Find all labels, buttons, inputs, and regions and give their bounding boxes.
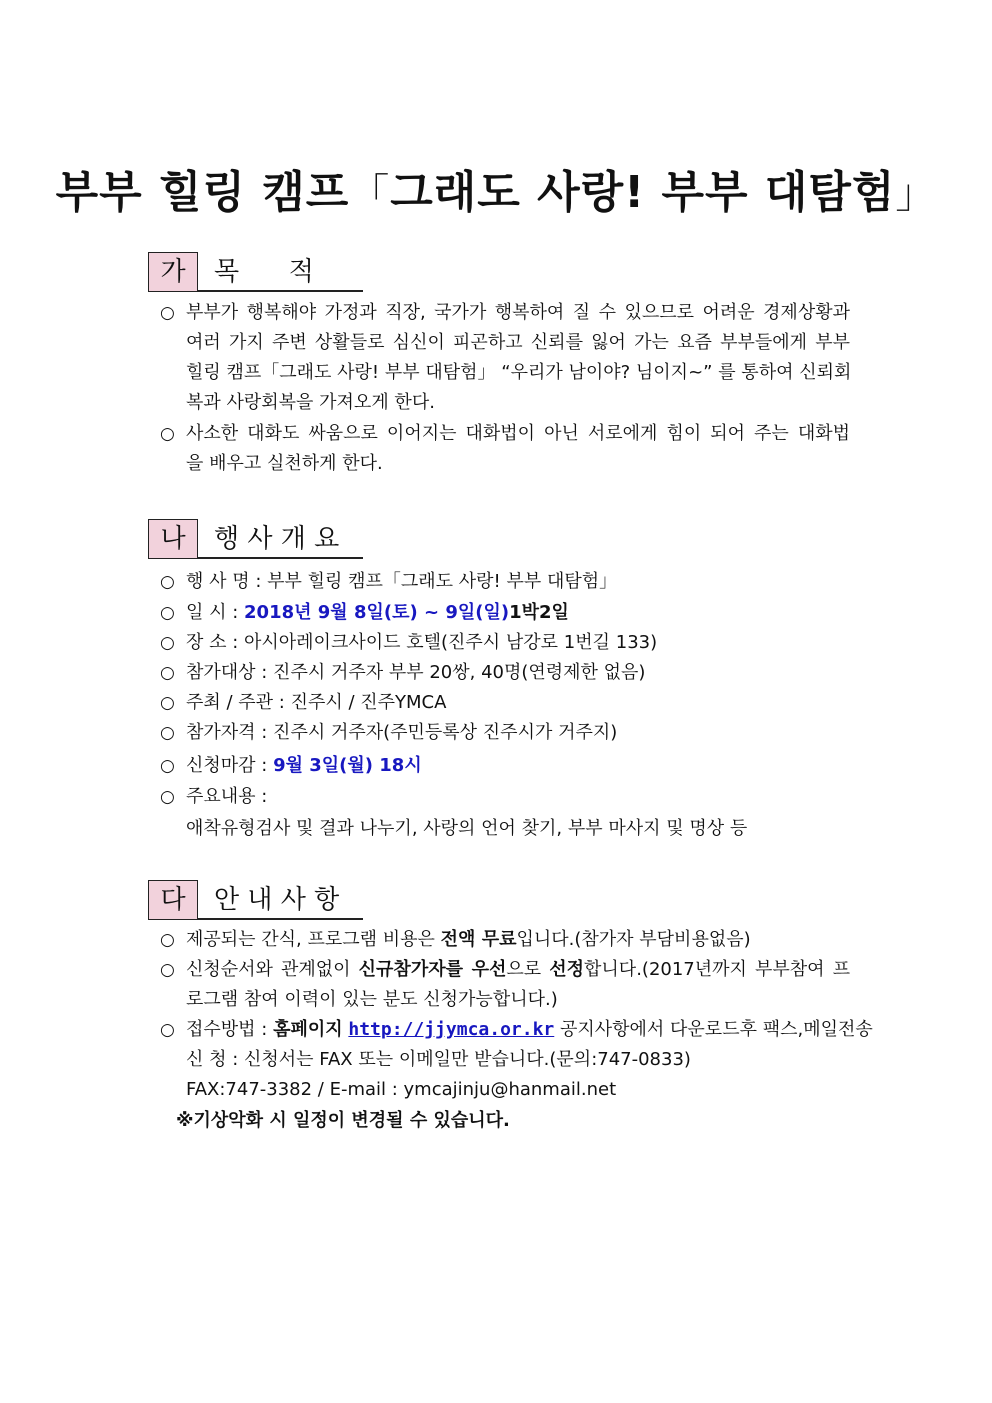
purpose-item-2-line-1: 사소한 대화도 싸움으로 이어지는 대화법이 아닌 서로에게 힘이 되어 주는 대화법 xyxy=(186,423,850,444)
notice-item-3-line-3: FAX:747-3382 / E-mail : ymcajinju@hanmail.net xyxy=(186,1079,617,1100)
notice-item-2-text-b: 으로 xyxy=(506,959,550,980)
bullet-icon: ○ xyxy=(160,930,175,950)
section-c-underline xyxy=(198,918,363,920)
event-date-label: 일 시 : xyxy=(186,602,239,623)
bullet-icon: ○ xyxy=(160,633,175,653)
page-title xyxy=(0,156,992,220)
title-sub: 그래도 사랑! 부부 대탐험 xyxy=(390,167,896,218)
event-deadline xyxy=(186,751,422,781)
notice-item-1-bold: 전액 무료 xyxy=(440,929,517,950)
weather-notice: ※기상악화 시 일정이 변경될 수 있습니다. xyxy=(176,1110,510,1131)
section-b-underline xyxy=(198,557,363,559)
section-a-label: 목 적 xyxy=(214,257,314,287)
section-c-label: 안 내 사 항 xyxy=(214,885,340,915)
notice-item-1-text-a: 제공되는 간식, 프로그램 비용은 xyxy=(186,929,441,950)
bullet-icon: ○ xyxy=(160,723,175,743)
section-a-marker: 가 xyxy=(148,252,198,292)
event-eligibility: 참가자격 : 진주시 거주자(주민등록상 진주시가 거주지) xyxy=(186,722,618,743)
bullet-icon: ○ xyxy=(160,693,175,713)
bullet-icon: ○ xyxy=(160,756,175,776)
notice-item-2-text-c: 합니다.(2017년까지 부부참여 프 xyxy=(584,959,851,980)
bullet-icon: ○ xyxy=(160,603,175,623)
notice-item-3-line-1 xyxy=(186,1015,873,1045)
notice-item-2-line-2: 로그램 참여 이력이 있는 분도 신청가능합니다.) xyxy=(186,989,558,1010)
notice-item-2-bold-1: 신규참가자를 우선 xyxy=(358,959,507,980)
purpose-item-1-line-3: 힐링 캠프「그래도 사랑! 부부 대탐험」 “우리가 남이야? 님이지~” 를 통하여 신뢰회 xyxy=(186,362,852,383)
bullet-icon: ○ xyxy=(160,787,175,807)
event-content-label: 주요내용 : xyxy=(186,786,268,807)
notice-item-3-text-a: 접수방법 : xyxy=(186,1019,274,1040)
purpose-item-1-line-4: 복과 사랑회복을 가져오게 한다. xyxy=(186,392,435,413)
purpose-item-2-line-2: 을 배우고 실천하게 한다. xyxy=(186,453,383,474)
notice-item-3-bold: 홈페이지 xyxy=(273,1019,343,1040)
event-name: 행 사 명 : 부부 힐링 캠프「그래도 사랑! 부부 대탐험」 xyxy=(186,571,618,592)
purpose-item-1-line-2: 여러 가지 주변 상활들로 심신이 피곤하고 신뢰를 잃어 가는 요즘 부부들에게 부부 xyxy=(186,332,850,353)
section-c-marker: 다 xyxy=(148,880,198,920)
event-target: 참가대상 : 진주시 거주자 부부 20쌍, 40명(연령제한 없음) xyxy=(186,662,646,683)
event-date xyxy=(186,598,569,628)
purpose-item-1-line-1: 부부가 행복해야 가정과 직장, 국가가 행복하여 질 수 있으므로 어려운 경제상황과 xyxy=(186,302,850,323)
event-deadline-label: 신청마감 : xyxy=(186,755,268,776)
event-place: 장 소 : 아시아레이크사이드 호텔(진주시 남강로 1번길 133) xyxy=(186,632,658,653)
title-close-bracket: 」 xyxy=(895,171,937,217)
event-date-value: 2018년 9월 8일(토) ~ 9일(일) xyxy=(244,602,510,623)
bullet-icon: ○ xyxy=(160,1020,175,1040)
bullet-icon: ○ xyxy=(160,303,175,323)
bullet-icon: ○ xyxy=(160,960,175,980)
notice-item-1-text-b: 입니다.(참가자 부담비용없음) xyxy=(516,929,751,950)
title-main: 부부 힐링 캠프 xyxy=(55,167,350,218)
notice-item-1 xyxy=(186,925,751,955)
notice-item-2-line-1 xyxy=(186,955,850,985)
notice-item-2-text-a: 신청순서와 관계없이 xyxy=(186,959,359,980)
homepage-link[interactable]: http://jjymca.or.kr xyxy=(348,1019,555,1040)
notice-item-3-text-b: 공지사항에서 다운로드후 팩스,메일전송 xyxy=(554,1019,873,1040)
title-open-bracket: 「 xyxy=(349,171,391,217)
section-a-underline xyxy=(198,290,363,292)
event-content-value: 애착유형검사 및 결과 나누기, 사랑의 언어 찾기, 부부 마사지 및 명상 등 xyxy=(186,818,748,839)
event-host: 주최 / 주관 : 진주시 / 진주YMCA xyxy=(186,692,447,713)
section-b-marker: 나 xyxy=(148,519,198,559)
bullet-icon: ○ xyxy=(160,572,175,592)
bullet-icon: ○ xyxy=(160,663,175,683)
notice-item-2-bold-2: 선정 xyxy=(549,959,585,980)
notice-item-3-line-2: 신 청 : 신청서는 FAX 또는 이메일만 받습니다.(문의:747-0833) xyxy=(186,1049,691,1070)
bullet-icon: ○ xyxy=(160,424,175,444)
event-deadline-value: 9월 3일(월) 18시 xyxy=(273,755,422,776)
section-b-label: 행 사 개 요 xyxy=(214,524,340,554)
event-date-suffix: 1박2일 xyxy=(509,602,569,623)
